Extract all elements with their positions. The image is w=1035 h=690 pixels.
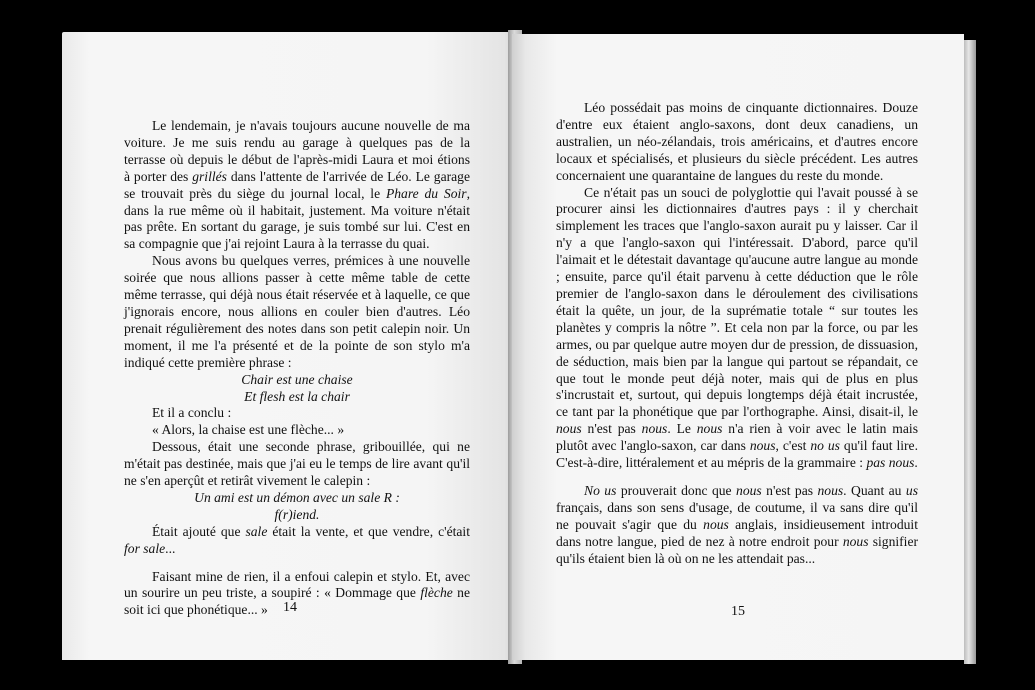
paragraph: Ce n'était pas un souci de polyglottie qui l'avait poussé à se procurer ainsi les dictionnaires d'autres pays : il y cherchait simplement les traces que l'anglo-saxon aurait pu y laisser. Car il n'y a que l'anglo-saxon qui l'intéressait. D'abord, parce qu'il l'aimait et le détestait davantage qu'aucune autre langue au monde ; ensuite, parce qu'il était parvenu à cette déduction que le rôle premier de l'anglo-saxon dans le déroulement des civilisations était la quête, un jour, de la suprématie totale “ sur toutes les planètes y compris la nôtre ”. Et cela non par la force, ou par les armes, ou par quelque autre moyen dur de pression, de dissuasion, de séduction, mais bien par la langue qui partout se répandait, ce que tout le monde peut déjà noter, mais qui de plus en plus s'incrustait et, surtout, qui depuis longtemps déjà était incrustée, ce tant par la phonétique que par l'orthographe. Ainsi, disait-il, le nous n'est pas nous. Le nous n'a rien à voir avec le latin mais plutôt avec l'anglo-saxon, car dans nous, c'est no us qu'il faut lire. C'est-à-dire, littéralement et au mépris de la grammaire : pas nous. [556, 184, 918, 471]
page-stack-edge [964, 40, 976, 664]
paragraph: Nous avons bu quelques verres, prémices à une nouvelle soirée que nous allions passer à cette même table de cette même terrasse, qui déjà nous était réservée et à laquelle, ce que j'ignorais encore, nous allions en couler bien d'autres. Léo prenait régulièrement des notes dans son petit calepin noir. Un moment, il me l'a présenté et de la pointe de son stylo m'a indiqué cette première phrase : [124, 253, 470, 370]
page-number: 14 [283, 600, 297, 615]
paragraph: Était ajouté que sale était la vente, et que vendre, c'était for sale... [124, 523, 470, 556]
paragraph: Le lendemain, je n'avais toujours aucune nouvelle de ma voiture. Je me suis rendu au garage à quelques pas de la terrasse où depuis le début de l'après-midi Laura et moi étions à porter des grillés dans l'attente de l'arrivée de Léo. Le garage se trouvait près du siège du journal local, le Phare du Soir, dans la rue même où il habitait, justement. Ma voiture n'était pas prête. En sortant du garage, je suis tombé sur lui. C'est en sa compagnie que j'ai rejoint Laura à la terrasse du quai. [124, 118, 470, 252]
paragraph: No us prouverait donc que nous n'est pas nous. Quant au us français, dans son sens d'usage, de coutume, il va sans dire qu'il ne pouvait s'agir que du nous anglais, insidieusement introduit dans notre langue, pied de nez à notre endroit pour nous signifier qu'ils étaient bien là où on ne les attendait pas... [556, 482, 919, 566]
page-number: 15 [731, 604, 745, 619]
paragraph: Dessous, était une seconde phrase, gribouillée, qui ne m'était pas destinée, mais que j'ai eu le temps de lire avant qu'il ne s'en aperçût et retirât vivement le calepin : [124, 439, 470, 489]
right-page [512, 34, 964, 660]
quote-line: Un ami est un démon avec un sale R : [194, 489, 400, 505]
quote-line: Chair est une chaise [241, 371, 353, 387]
quote-line: Et flesh est la chair [244, 388, 350, 404]
paragraph: « Alors, la chaise est une flèche... » [152, 422, 345, 438]
quote-line: f(r)iend. [274, 506, 320, 522]
paragraph: Faisant mine de rien, il a enfoui calepin et stylo. Et, avec un sourire un peu triste, a soupiré : « Dommage que flèche ne soit ici que phonétique... » [124, 568, 471, 618]
paragraph: Léo possédait pas moins de cinquante dictionnaires. Douze d'entre eux étaient anglo-saxons, dont deux canadiens, un australien, un néo-zélandais, trois américains, et d'autres encore locaux et spécialisés, et plusieurs du siècle précédent. Les autres concernaient une quarantaine de langues du reste du monde. [556, 100, 918, 183]
left-page [62, 32, 518, 660]
paragraph: Et il a conclu : [152, 405, 232, 421]
